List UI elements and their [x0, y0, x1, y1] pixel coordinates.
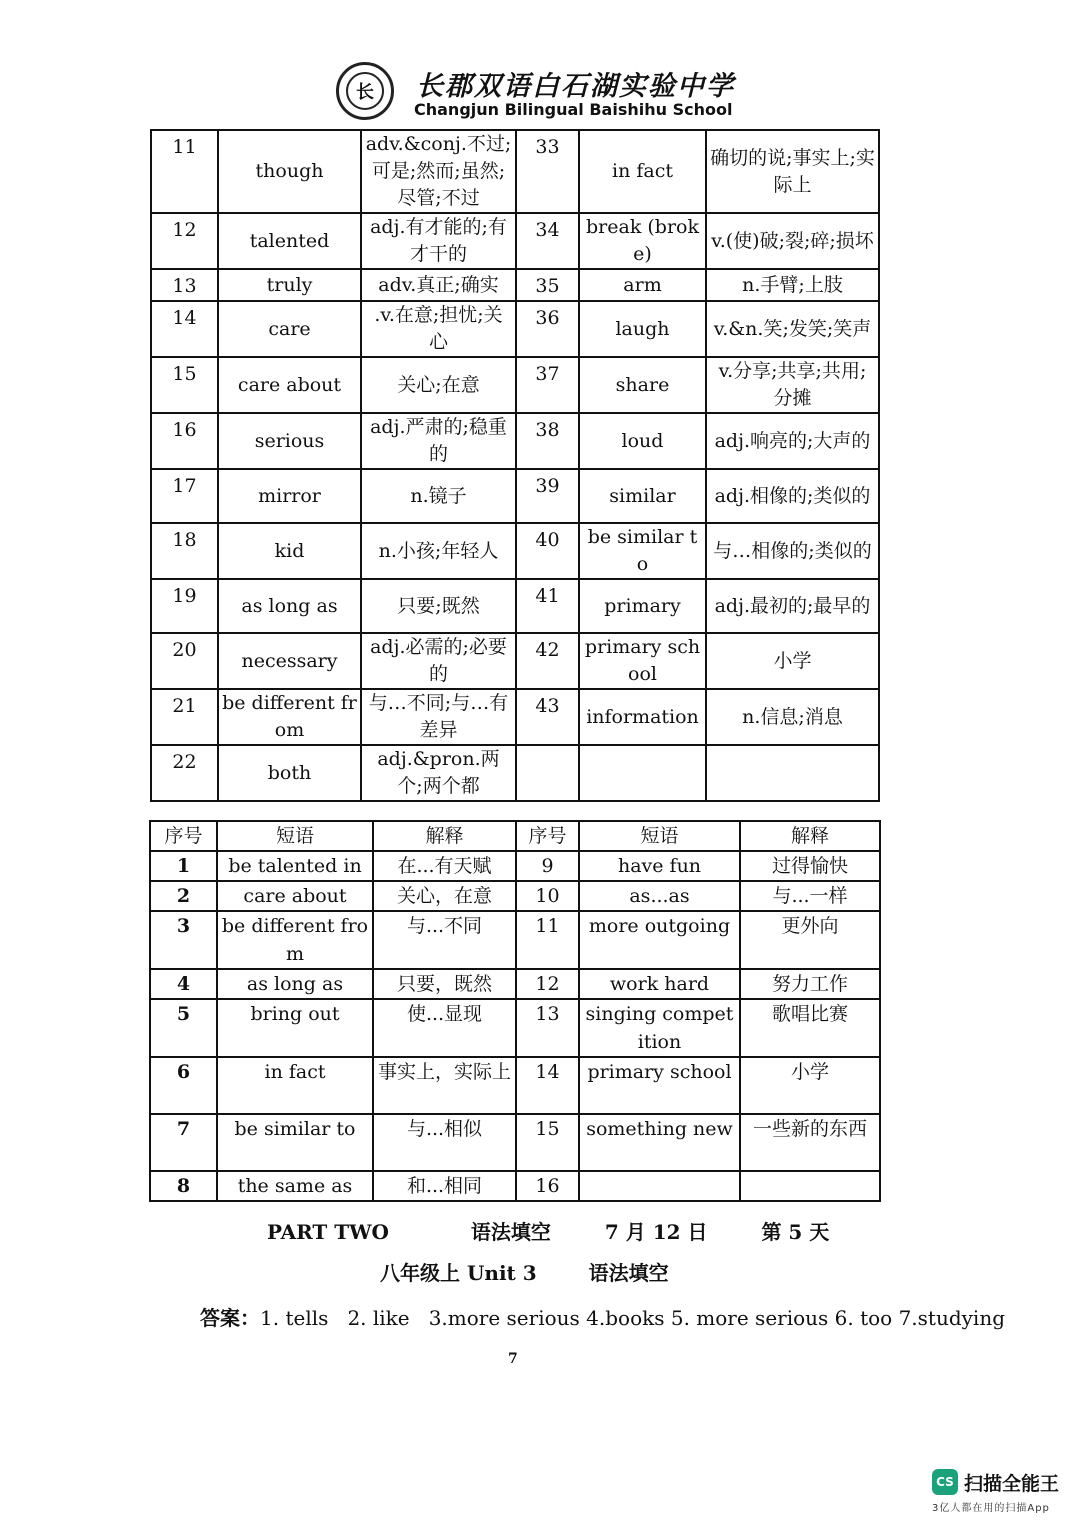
- word: break (broke): [579, 213, 706, 269]
- vocab-row: [151, 579, 879, 633]
- meaning: adj.最初的;最早的: [706, 579, 879, 633]
- row-number: 6: [150, 1057, 217, 1114]
- phrase-row: [150, 969, 880, 999]
- meaning: n.信息;消息: [706, 689, 879, 745]
- word: talented: [218, 213, 361, 269]
- meaning: v.(使)破;裂;碎;损坏: [706, 213, 879, 269]
- word: primary school: [579, 633, 706, 689]
- vocab-row: [151, 357, 879, 413]
- row-number: 20: [151, 633, 218, 689]
- school-name-en: Changjun Bilingual Baishihu School: [414, 100, 733, 119]
- word: truly: [218, 269, 361, 301]
- word: though: [218, 130, 361, 213]
- row-number: 40: [516, 523, 579, 579]
- column-header: 解释: [740, 821, 880, 851]
- row-number: 8: [150, 1171, 217, 1201]
- part-label: PART TWO: [267, 1220, 389, 1244]
- row-number: [516, 745, 579, 801]
- row-number: 1: [150, 851, 217, 881]
- explanation: 与...不同: [373, 911, 516, 969]
- word: care about: [218, 357, 361, 413]
- phrase-row: [150, 881, 880, 911]
- explanation: 关心，在意: [373, 881, 516, 911]
- vocab-row: [151, 130, 879, 213]
- meaning: v.&n.笑;发笑;笑声: [706, 301, 879, 357]
- meaning: adj.严肃的;稳重的: [361, 413, 516, 469]
- column-header: 短语: [579, 821, 740, 851]
- meaning: [706, 745, 879, 801]
- meaning: 与…相像的;类似的: [706, 523, 879, 579]
- meaning: adj.有才能的;有才干的: [361, 213, 516, 269]
- phrase: the same as: [217, 1171, 373, 1201]
- answers-text: 1. tells 2. like 3.more serious 4.books 5. more serious 6. too 7.studying: [260, 1306, 1006, 1330]
- word: share: [579, 357, 706, 413]
- row-number: 35: [516, 269, 579, 301]
- row-number: 22: [151, 745, 218, 801]
- word: care: [218, 301, 361, 357]
- row-number: 21: [151, 689, 218, 745]
- meaning: 只要;既然: [361, 579, 516, 633]
- explanation: 只要，既然: [373, 969, 516, 999]
- part-two-line: [267, 1216, 829, 1245]
- row-number: 19: [151, 579, 218, 633]
- vocab-row: [151, 469, 879, 523]
- row-number: 3: [150, 911, 217, 969]
- row-number: 39: [516, 469, 579, 523]
- phrase: have fun: [579, 851, 740, 881]
- row-number: 15: [151, 357, 218, 413]
- word: be similar to: [579, 523, 706, 579]
- scanner-watermark: [932, 1469, 1062, 1517]
- row-number: 11: [516, 911, 579, 969]
- part-date: 7 月 12 日: [604, 1220, 708, 1244]
- word: laugh: [579, 301, 706, 357]
- watermark-name: 扫描全能王: [964, 1473, 1060, 1495]
- explanation: 更外向: [740, 911, 880, 969]
- phrase: be talented in: [217, 851, 373, 881]
- row-number: 38: [516, 413, 579, 469]
- row-number: 10: [516, 881, 579, 911]
- phrase-row: [150, 1057, 880, 1114]
- meaning: v.分享;共享;共用;分摊: [706, 357, 879, 413]
- row-number: 16: [516, 1171, 579, 1201]
- phrase: work hard: [579, 969, 740, 999]
- logo-emblem: 长: [346, 72, 384, 110]
- word: primary: [579, 579, 706, 633]
- column-header: 解释: [373, 821, 516, 851]
- vocab-row: [151, 213, 879, 269]
- school-header: [336, 62, 735, 122]
- phrase-row: [150, 999, 880, 1057]
- explanation: [740, 1171, 880, 1201]
- explanation: 与...相似: [373, 1114, 516, 1171]
- word: necessary: [218, 633, 361, 689]
- row-number: 17: [151, 469, 218, 523]
- row-number: 2: [150, 881, 217, 911]
- meaning: adj.响亮的;大声的: [706, 413, 879, 469]
- row-number: 13: [516, 999, 579, 1057]
- phrase: as long as: [217, 969, 373, 999]
- word: kid: [218, 523, 361, 579]
- column-header: 短语: [217, 821, 373, 851]
- row-number: 7: [150, 1114, 217, 1171]
- word: in fact: [579, 130, 706, 213]
- vocab-row: [151, 523, 879, 579]
- row-number: 36: [516, 301, 579, 357]
- row-number: 37: [516, 357, 579, 413]
- explanation: 努力工作: [740, 969, 880, 999]
- row-number: 43: [516, 689, 579, 745]
- unit-label: 八年级上 Unit 3: [380, 1261, 537, 1285]
- row-number: 42: [516, 633, 579, 689]
- phrase-table: [149, 820, 881, 1202]
- row-number: 18: [151, 523, 218, 579]
- page-number: 7: [508, 1351, 518, 1367]
- watermark-tagline: 3亿人都在用的扫描App: [932, 1503, 1050, 1514]
- row-number: 4: [150, 969, 217, 999]
- row-number: 16: [151, 413, 218, 469]
- row-number: 9: [516, 851, 579, 881]
- row-number: 14: [151, 301, 218, 357]
- row-number: 5: [150, 999, 217, 1057]
- answers-line: [200, 1302, 1005, 1331]
- phrase: more outgoing: [579, 911, 740, 969]
- word: be different from: [218, 689, 361, 745]
- word: mirror: [218, 469, 361, 523]
- explanation: 小学: [740, 1057, 880, 1114]
- meaning: adj.相像的;类似的: [706, 469, 879, 523]
- row-number: 13: [151, 269, 218, 301]
- meaning: n.镜子: [361, 469, 516, 523]
- explanation: 过得愉快: [740, 851, 880, 881]
- phrase-row: [150, 1171, 880, 1201]
- phrase: bring out: [217, 999, 373, 1057]
- phrase-header-row: [150, 821, 880, 851]
- row-number: 12: [151, 213, 218, 269]
- vocab-row: [151, 413, 879, 469]
- word: similar: [579, 469, 706, 523]
- phrase: in fact: [217, 1057, 373, 1114]
- meaning: 小学: [706, 633, 879, 689]
- vocab-row: [151, 301, 879, 357]
- camscanner-icon: CS: [932, 1469, 958, 1495]
- meaning: 与…不同;与…有差异: [361, 689, 516, 745]
- word: as long as: [218, 579, 361, 633]
- phrase: [579, 1171, 740, 1201]
- word: serious: [218, 413, 361, 469]
- phrase: as...as: [579, 881, 740, 911]
- unit-line: [380, 1257, 669, 1286]
- row-number: 11: [151, 130, 218, 213]
- phrase: something new: [579, 1114, 740, 1171]
- meaning: .v.在意;担忧;关心: [361, 301, 516, 357]
- word: information: [579, 689, 706, 745]
- column-header: 序号: [516, 821, 579, 851]
- meaning: adj.必需的;必要的: [361, 633, 516, 689]
- explanation: 使...显现: [373, 999, 516, 1057]
- meaning: adv.&conj.不过;可是;然而;虽然;尽管;不过: [361, 130, 516, 213]
- word: arm: [579, 269, 706, 301]
- word: both: [218, 745, 361, 801]
- row-number: 33: [516, 130, 579, 213]
- word: [579, 745, 706, 801]
- meaning: 确切的说;事实上;实际上: [706, 130, 879, 213]
- phrase-row: [150, 911, 880, 969]
- word: loud: [579, 413, 706, 469]
- meaning: n.手臂;上肢: [706, 269, 879, 301]
- phrase-row: [150, 1114, 880, 1171]
- column-header: 序号: [150, 821, 217, 851]
- meaning: n.小孩;年轻人: [361, 523, 516, 579]
- row-number: 34: [516, 213, 579, 269]
- part-topic: 语法填空: [470, 1220, 551, 1244]
- phrase: care about: [217, 881, 373, 911]
- explanation: 与...一样: [740, 881, 880, 911]
- phrase: singing competition: [579, 999, 740, 1057]
- phrase: be similar to: [217, 1114, 373, 1171]
- phrase-row: [150, 851, 880, 881]
- unit-topic: 语法填空: [588, 1261, 669, 1285]
- phrase: primary school: [579, 1057, 740, 1114]
- vocab-row: [151, 689, 879, 745]
- row-number: 15: [516, 1114, 579, 1171]
- phrase: be different from: [217, 911, 373, 969]
- explanation: 歌唱比赛: [740, 999, 880, 1057]
- vocab-row: [151, 269, 879, 301]
- meaning: 关心;在意: [361, 357, 516, 413]
- explanation: 在...有天赋: [373, 851, 516, 881]
- row-number: 14: [516, 1057, 579, 1114]
- explanation: 一些新的东西: [740, 1114, 880, 1171]
- row-number: 41: [516, 579, 579, 633]
- part-day: 第 5 天: [761, 1220, 830, 1244]
- meaning: adv.真正;确实: [361, 269, 516, 301]
- meaning: adj.&pron.两个;两个都: [361, 745, 516, 801]
- school-name-cn: 长郡双语白石湖实验中学: [416, 71, 735, 102]
- vocabulary-table: [150, 129, 880, 802]
- explanation: 和...相同: [373, 1171, 516, 1201]
- answers-label: 答案：: [200, 1306, 260, 1330]
- vocab-row: [151, 745, 879, 801]
- vocab-row: [151, 633, 879, 689]
- row-number: 12: [516, 969, 579, 999]
- explanation: 事实上，实际上: [373, 1057, 516, 1114]
- school-logo-icon: [336, 62, 394, 120]
